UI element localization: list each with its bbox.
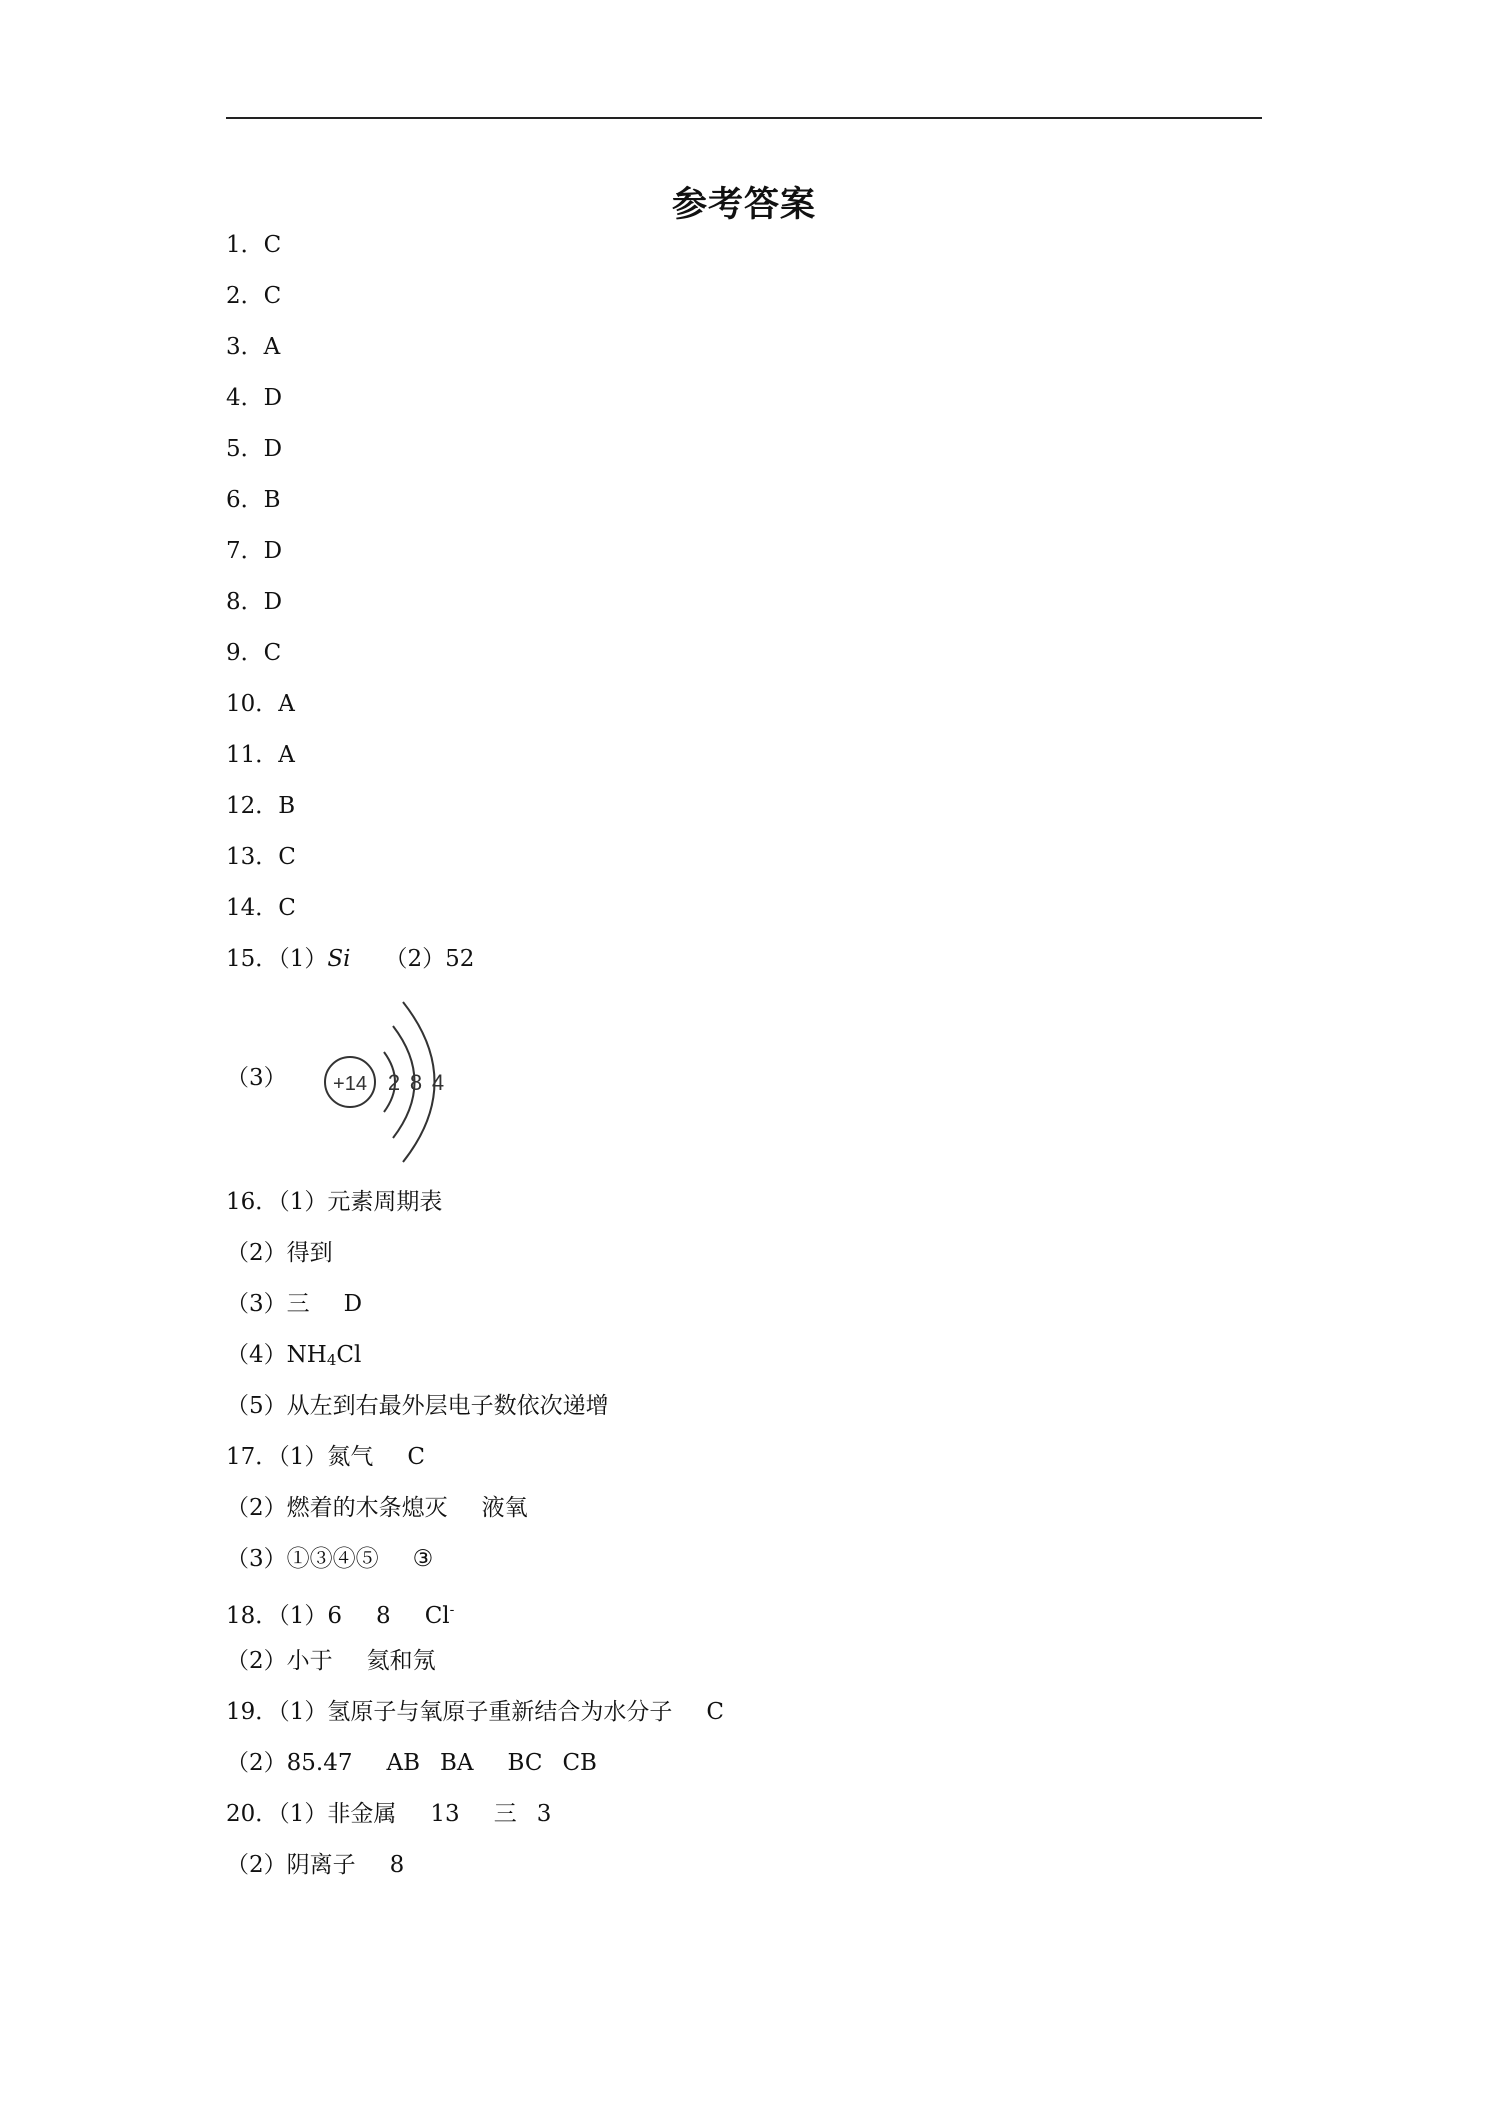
atom-structure-diagram [296, 988, 496, 1163]
answer-17-part-2-b: 液氧 [481, 1495, 528, 1521]
page-title: 参考答案 [671, 185, 816, 225]
answer-20-part-2-b: 8 [389, 1852, 405, 1878]
answer-18-part-2 [226, 1641, 436, 1681]
answer-14: 14．C [226, 895, 296, 921]
nucleus-charge: +14 [333, 1073, 367, 1095]
formula-suffix: Cl [336, 1342, 362, 1368]
answer-19-part-2-a: （2）85.47 [226, 1750, 353, 1776]
answer-17-part-1-a: 17．（1）氮气 [226, 1444, 374, 1470]
answer-11: 11．A [226, 742, 295, 768]
answer-19-part-1 [226, 1692, 724, 1732]
answer-18-part-2-b: 氦和氖 [366, 1648, 436, 1674]
answer-16-part-3-a: （3）三 [226, 1291, 310, 1317]
answer-18-part-1-b: 8 [376, 1603, 391, 1629]
answer-2: 2．C [226, 283, 282, 309]
answer-18-part-1 [226, 1590, 454, 1630]
answer-16-part-3 [226, 1284, 362, 1324]
answer-20-part-1-c: 三 [493, 1801, 517, 1827]
shell-1-electrons: 2 [387, 1070, 401, 1095]
header-rule [226, 117, 1262, 119]
ion-symbol: Cl [424, 1603, 450, 1629]
shell-2-electrons: 8 [409, 1070, 423, 1095]
answer-20-part-1-a: 20．（1）非金属 [226, 1801, 397, 1827]
answer-17-part-2 [226, 1488, 528, 1528]
answer-17-part-1-b: C [407, 1444, 426, 1470]
answer-19-part-1-a: 19．（1）氢原子与氧原子重新结合为水分子 [226, 1699, 673, 1725]
answer-10: 10．A [226, 691, 295, 717]
answer-3: 3．A [226, 334, 281, 360]
answer-16-part-4 [226, 1335, 361, 1375]
answer-1: 1．C [226, 232, 282, 258]
answer-17-part-3-a: （3）①③④⑤ [226, 1546, 379, 1572]
answer-16-part-3-b: D [343, 1291, 363, 1317]
answer-17-part-1 [226, 1437, 425, 1477]
answer-15-line-1 [226, 939, 474, 979]
answer-19-part-2-c: BA [440, 1750, 474, 1776]
answer-15-part-1: Si [327, 946, 351, 972]
answer-13: 13．C [226, 844, 296, 870]
answer-5: 5．D [226, 436, 283, 462]
answer-17-part-3-b: ③ [412, 1546, 434, 1572]
answer-19-part-2-d: BC [507, 1750, 543, 1776]
answer-4: 4．D [226, 385, 283, 411]
answer-15-part-2: （2）52 [384, 946, 475, 972]
answer-16-part-1: 16．（1）元素周期表 [226, 1189, 443, 1215]
answer-18-part-1-a: 18．（1）6 [226, 1603, 343, 1629]
answer-8: 8．D [226, 589, 283, 615]
answer-15-part-3 [226, 988, 526, 1168]
answer-20-part-2-a: （2）阴离子 [226, 1852, 356, 1878]
answer-15-part-3-label: （3） [226, 1065, 287, 1091]
answer-19-part-1-b: C [706, 1699, 725, 1725]
answer-12: 12．B [226, 793, 296, 819]
answer-20-part-1-b: 13 [430, 1801, 460, 1827]
answer-17-part-2-a: （2）燃着的木条熄灭 [226, 1495, 448, 1521]
answer-17-part-3 [226, 1539, 433, 1579]
answer-6: 6．B [226, 487, 281, 513]
answer-18-part-2-a: （2）小于 [226, 1648, 333, 1674]
shell-3-electrons: 4 [431, 1070, 445, 1095]
answer-19-part-2 [226, 1743, 597, 1783]
formula-subscript: 4 [326, 1351, 337, 1369]
ion-charge: - [449, 1602, 455, 1618]
answer-19-part-2-b: AB [386, 1750, 420, 1776]
answer-16-part-5: （5）从左到右最外层电子数依次递增 [226, 1393, 609, 1419]
answer-16-part-2: （2）得到 [226, 1240, 333, 1266]
formula-prefix: （4）NH [226, 1342, 327, 1368]
answer-20-part-1-d: 3 [536, 1801, 552, 1827]
answer-15-prefix: 15．（1） [226, 946, 328, 972]
answer-7: 7．D [226, 538, 283, 564]
answer-19-part-2-e: CB [562, 1750, 597, 1776]
answer-20-part-2 [226, 1845, 404, 1885]
answer-9: 9．C [226, 640, 282, 666]
answer-20-part-1 [226, 1794, 551, 1834]
